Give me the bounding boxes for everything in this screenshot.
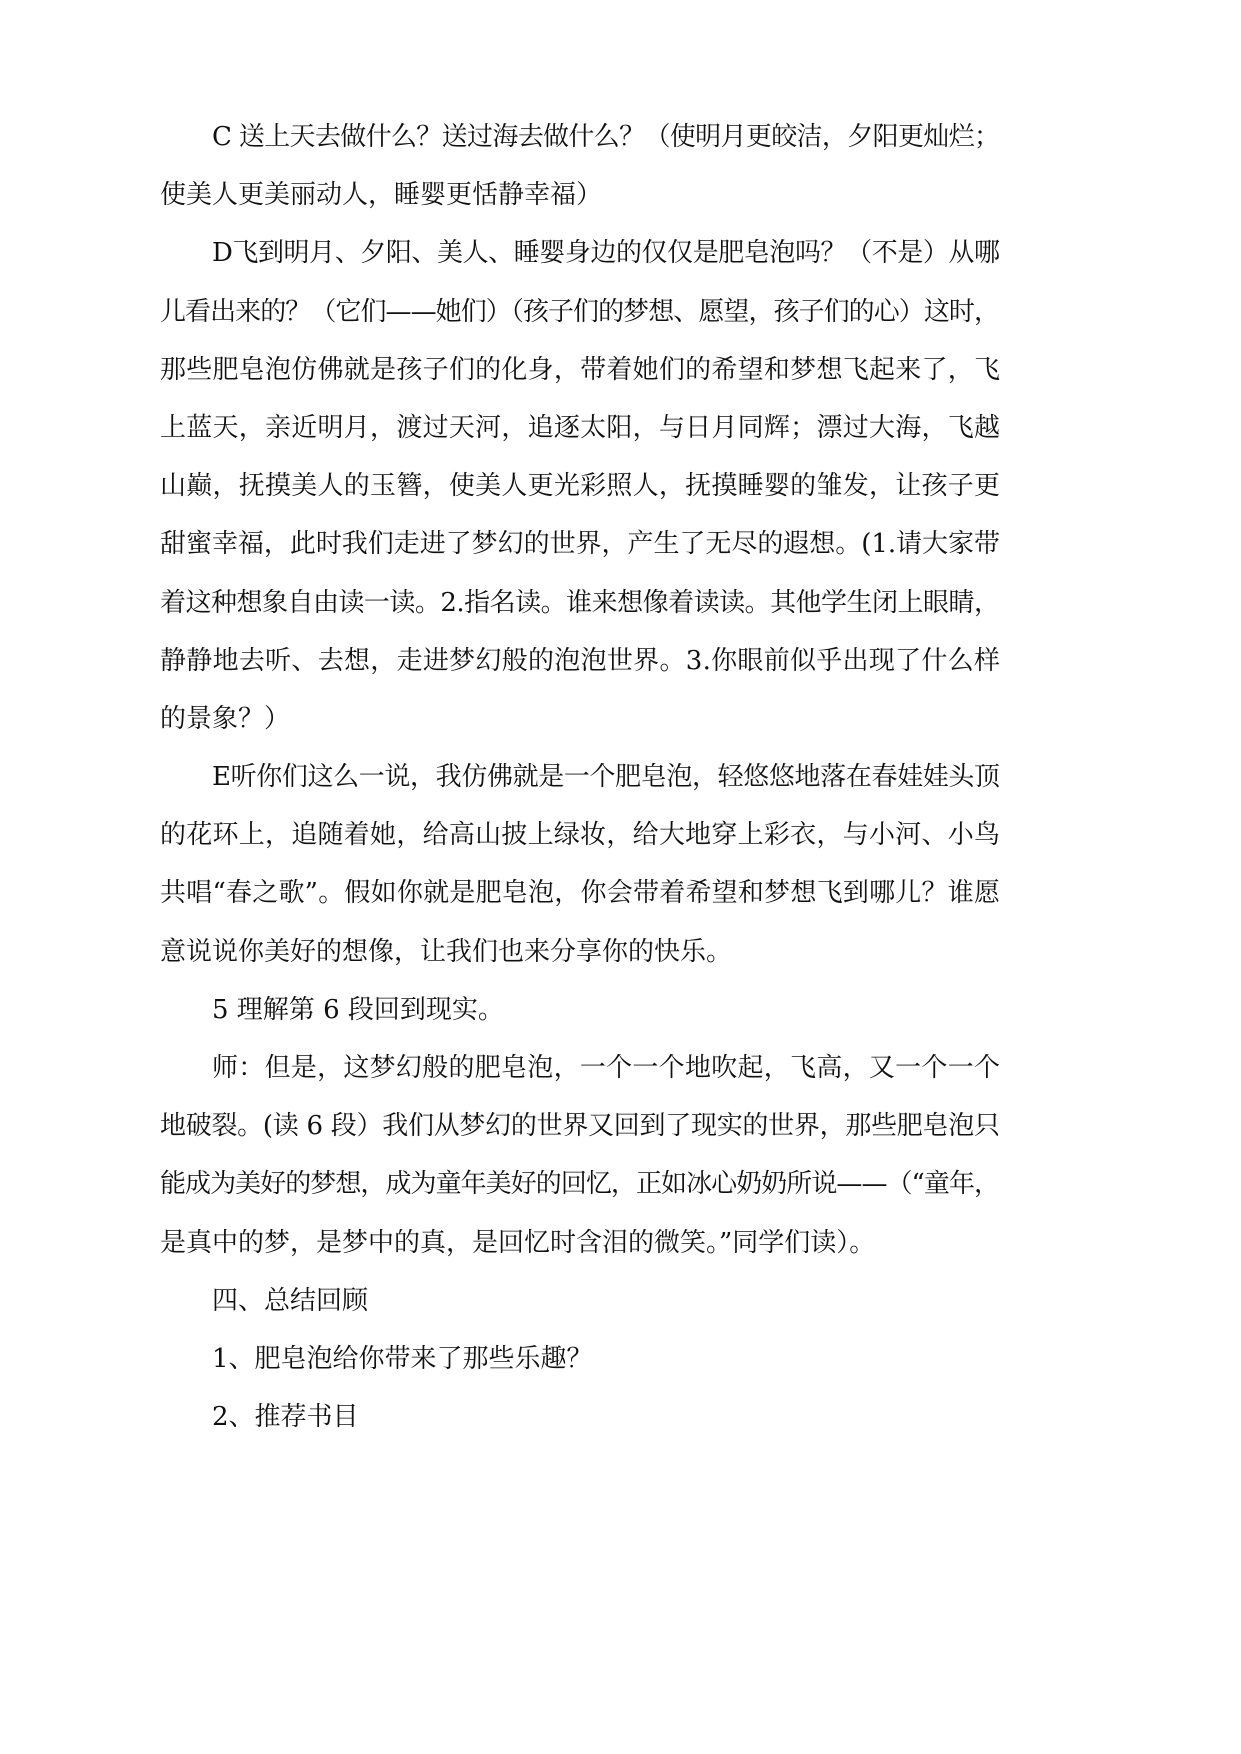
text-line: 山巅，抚摸美人的玉簪，使美人更光彩照人，抚摸睡婴的雏发，让孩子更: [160, 471, 1001, 502]
text-line: 能成为美好的梦想，成为童年美好的回忆，正如冰心奶奶所说——（“童年，: [160, 1169, 1000, 1200]
text-line: E听你们这么一说，我仿佛就是一个肥皂泡，轻悠悠地落在春娃娃头顶: [212, 762, 1000, 793]
text-line: 2、推荐书目: [212, 1402, 359, 1433]
text-line: 上蓝天，亲近明月，渡过天河，追逐太阳，与日月同辉；漂过大海，飞越: [160, 412, 1001, 443]
text-line: 地破裂。(读 6 段）我们从梦幻的世界又回到了现实的世界，那些肥皂泡只: [160, 1111, 1000, 1142]
paragraph: [160, 748, 1000, 981]
text-line: 是真中的梦，是梦中的真，是回忆时含泪的微笑。”同学们读）。: [160, 1227, 876, 1258]
paragraph: [160, 1039, 1000, 1272]
step-heading: [160, 981, 1000, 1039]
text-line: 着这种想象自由读一读。2.指名读。谁来想像着读读。其他学生闭上眼睛，: [160, 587, 1000, 618]
text-line: 静静地去听、去想，走进梦幻般的泡泡世界。3.你眼前似乎出现了什么样: [160, 645, 1001, 676]
text-line: 1、肥皂泡给你带来了那些乐趣？: [212, 1343, 593, 1374]
text-line: 四、总结回顾: [212, 1285, 369, 1316]
text-line: D飞到明月、夕阳、美人、睡婴身边的仅仅是肥皂泡吗？（不是）从哪: [212, 238, 1000, 269]
document-body: [160, 108, 1000, 1446]
text-line: 那些肥皂泡仿佛就是孩子们的化身，带着她们的希望和梦想飞起来了，飞: [160, 354, 1001, 385]
text-line: 师：但是，这梦幻般的肥皂泡，一个一个地吹起，飞高，又一个一个: [212, 1053, 1001, 1083]
text-line: C 送上天去做什么？送过海去做什么？（使明月更皎洁，夕阳更灿烂；: [212, 122, 1000, 152]
list-item: [160, 1388, 1000, 1446]
text-line: 儿看出来的？（它们——她们）（孩子们的梦想、愿望，孩子们的心）这时，: [160, 296, 1000, 327]
text-line: 的花环上，追随着她，给高山披上绿妆，给大地穿上彩衣，与小河、小鸟: [160, 820, 1001, 851]
paragraph: [160, 108, 1000, 224]
text-line: 的景象？）: [160, 703, 291, 734]
text-line: 共唱“春之歌”。假如你就是肥皂泡，你会带着希望和梦想飞到哪儿？谁愿: [160, 878, 1001, 909]
text-line: 使美人更美丽动人，睡婴更恬静幸福）: [160, 180, 603, 211]
text-line: 甜蜜幸福，此时我们走进了梦幻的世界，产生了无尽的遐想。(1.请大家带: [160, 529, 1000, 560]
text-line: 5 理解第 6 段回到现实。: [212, 994, 504, 1025]
section-heading: [160, 1272, 1000, 1330]
paragraph: [160, 224, 1000, 748]
list-item: [160, 1330, 1000, 1388]
text-line: 意说说你美好的想像，让我们也来分享你的快乐。: [160, 936, 733, 967]
